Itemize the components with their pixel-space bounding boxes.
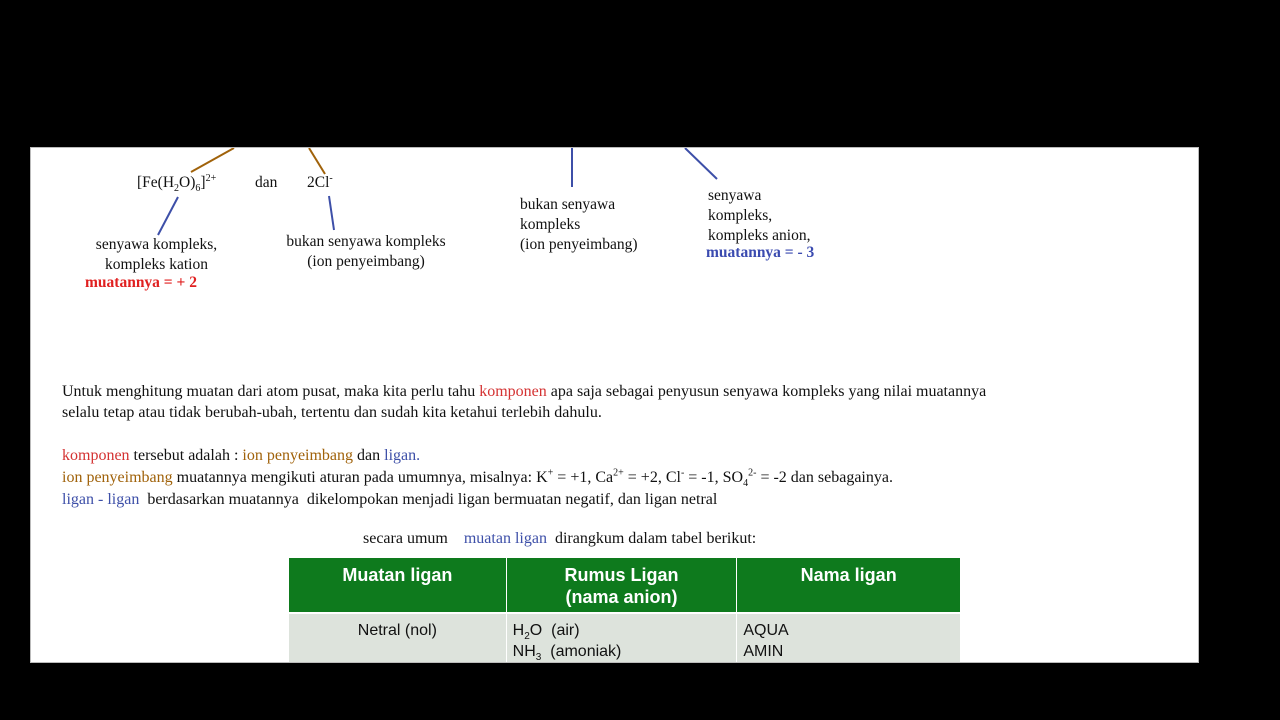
- cation-charge: muatannya = + 2: [85, 274, 197, 291]
- complex-cation-formula: $[Fe(H_2O)_6]^{2+}$: [137, 172, 217, 195]
- cell-name: AQUA AMIN: [737, 613, 961, 663]
- anion-note: senyawa kompleks, kompleks anion,: [708, 187, 811, 244]
- conjunction-text: dan: [255, 174, 278, 191]
- cation-note: senyawa kompleks, kompleks kation: [95, 236, 218, 273]
- connector-brown-1: [191, 148, 234, 172]
- ligand-rule-line: ligan - ligan berdasarkan muatannya dikelompokan menjadi ligan bermuatan negatif, dan ligan netral: [62, 491, 718, 508]
- header-formula: Rumus Ligan (nama anion): [506, 558, 737, 613]
- counter-ion-rule-line: ion penyeimbang muatannya mengikuti aturan pada umumnya, misalnya: K+ = +1, $Ca^{2+} = +2$, Cl- = -1, $SO_4^{2-} = -2$ dan sebagainya.: [62, 467, 893, 490]
- connector-blue-2: [329, 196, 334, 230]
- header-charge: Muatan ligan: [289, 558, 506, 613]
- paragraph-intro-line1: Untuk menghitung muatan dari atom pusat, maka kita perlu tahu komponen apa saja sebagai penyusun senyawa kompleks yang nilai muatannya: [62, 383, 987, 400]
- chloride-ion-formula: 2Cl-: [307, 172, 333, 191]
- cell-formula: $H_2O$ (air) $NH_3$ (amoniak): [506, 613, 737, 663]
- paragraph-intro-line2: selalu tetap atau tidak berubah-ubah, tertentu dan sudah kita ketahui terlebih dahulu.: [62, 404, 602, 421]
- table-intro-line: secara umum muatan ligan dirangkum dalam tabel berikut:: [363, 530, 757, 547]
- anion-charge: muatannya = - 3: [706, 244, 815, 261]
- table-row: [289, 613, 961, 663]
- document-page: [30, 147, 1199, 663]
- connector-brown-2: [309, 148, 325, 174]
- connector-blue-1: [158, 197, 178, 235]
- counter-ion-note-right: bukan senyawa kompleks (ion penyeimbang): [520, 196, 638, 253]
- ligand-table: [289, 558, 961, 663]
- header-name: Nama ligan: [737, 558, 961, 613]
- table-header-row: [289, 558, 961, 613]
- components-line: komponen tersebut adalah : ion penyeimbang dan ligan.: [62, 447, 421, 464]
- counter-ion-note: bukan senyawa kompleks (ion penyeimbang): [286, 233, 446, 270]
- cell-charge: Netral (nol): [289, 613, 506, 663]
- connector-blue-4: [685, 148, 717, 179]
